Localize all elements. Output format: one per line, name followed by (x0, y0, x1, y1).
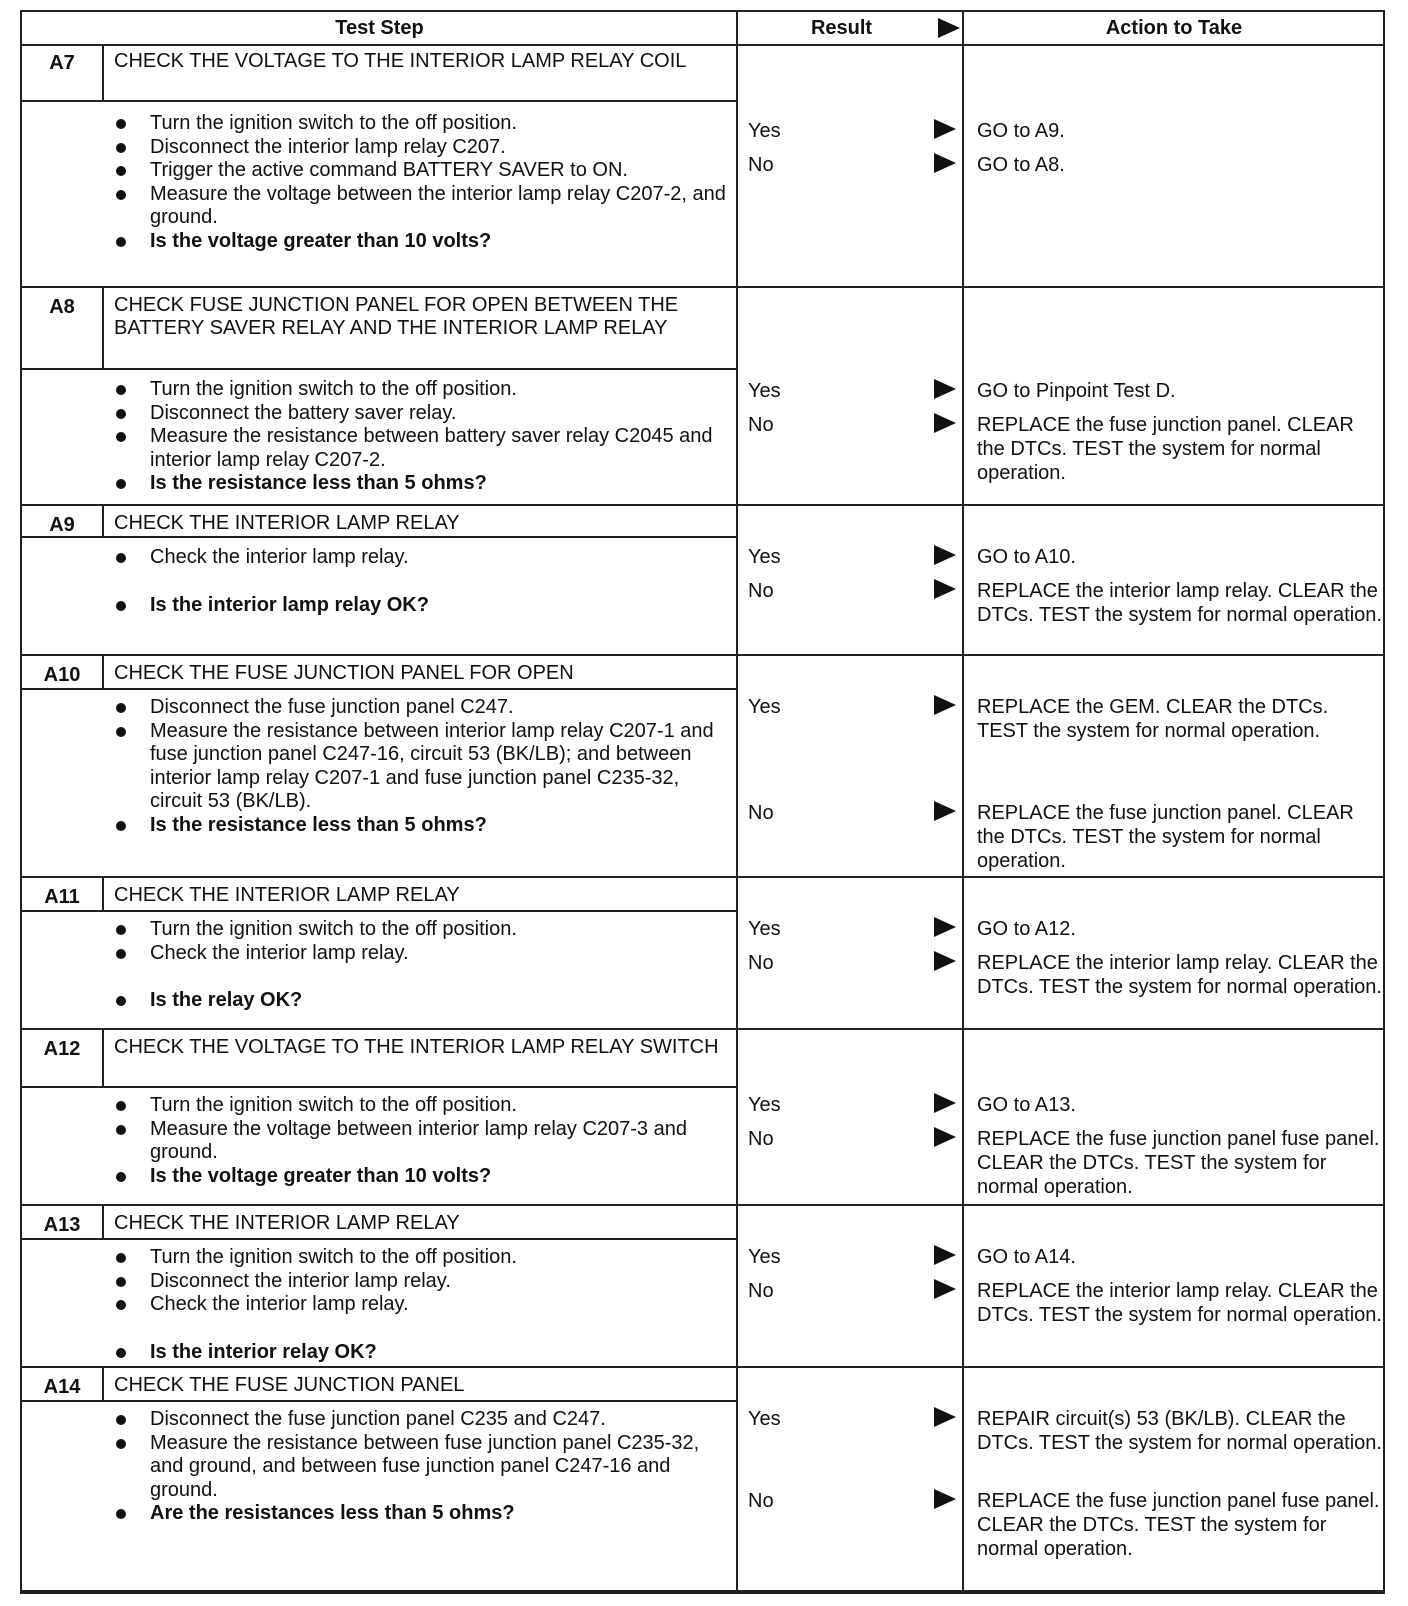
instruction-item: Measure the resistance between fuse junction panel C235-32, and ground, and between fuse junction panel C247-16 and ground. (112, 1432, 732, 1503)
action-to-take: REPLACE the interior lamp relay. CLEAR the DTCs. TEST the system for normal operation. (977, 952, 1382, 998)
step-title: CHECK THE VOLTAGE TO THE INTERIOR LAMP RELAY COIL (104, 44, 737, 102)
step-question: Is the voltage greater than 10 volts? (112, 1165, 732, 1189)
step-id: A10 (22, 656, 102, 690)
result-yes: Yes (748, 918, 781, 940)
step-question: Is the interior lamp relay OK? (112, 594, 732, 618)
test-step-block (22, 506, 1383, 656)
step-instructions (112, 546, 732, 617)
result-arrow-icon (934, 379, 956, 399)
instruction-item: Turn the ignition switch to the off position. (112, 1246, 732, 1270)
step-id: A14 (22, 1368, 102, 1402)
step-question: Is the voltage greater than 10 volts? (112, 230, 732, 254)
step-instructions (112, 696, 732, 837)
result-arrow-icon (934, 1127, 956, 1147)
instruction-item: Disconnect the fuse junction panel C235 and C247. (112, 1408, 732, 1432)
step-title: CHECK THE FUSE JUNCTION PANEL FOR OPEN (104, 656, 737, 690)
step-id: A13 (22, 1206, 102, 1240)
action-to-take: GO to A10. (977, 546, 1076, 568)
instruction-item: Measure the voltage between interior lamp relay C207-3 and ground. (112, 1118, 732, 1165)
action-to-take: REPLACE the interior lamp relay. CLEAR the DTCs. TEST the system for normal operation. (977, 580, 1382, 626)
result-no: No (748, 414, 774, 436)
step-instructions (112, 112, 732, 253)
step-instructions (112, 1246, 732, 1364)
table-header (22, 10, 1383, 46)
result-no: No (748, 1280, 774, 1302)
action-to-take: REPAIR circuit(s) 53 (BK/LB). CLEAR the DTCs. TEST the system for normal operation. (977, 1408, 1382, 1454)
test-step-block (22, 878, 1383, 1030)
step-question: Is the relay OK? (112, 989, 732, 1013)
action-to-take: GO to A8. (977, 154, 1065, 176)
header-action: Action to Take (1105, 17, 1243, 39)
result-yes: Yes (748, 1094, 781, 1116)
test-step-block (22, 1206, 1383, 1368)
step-instructions (112, 378, 732, 496)
instruction-item: Measure the resistance between battery saver relay C2045 and interior lamp relay C207-2. (112, 425, 732, 472)
result-no: No (748, 1128, 774, 1150)
result-arrow-icon (934, 951, 956, 971)
result-no: No (748, 802, 774, 824)
result-yes: Yes (748, 1408, 781, 1430)
step-instructions (112, 1408, 732, 1526)
test-step-block (22, 44, 1383, 288)
instruction-item: Disconnect the fuse junction panel C247. (112, 696, 732, 720)
step-question: Are the resistances less than 5 ohms? (112, 1502, 732, 1526)
result-arrow-icon (934, 1489, 956, 1509)
result-arrow-icon (934, 413, 956, 433)
instruction-item: Turn the ignition switch to the off position. (112, 112, 732, 136)
instruction-item: Measure the resistance between interior lamp relay C207-1 and fuse junction panel C247-16, circuit 53 (BK/LB); and between interior lamp relay C207-1 and fuse junction panel C235-32, circuit 53 (BK/LB). (112, 720, 732, 814)
step-title: CHECK THE FUSE JUNCTION PANEL (104, 1368, 737, 1402)
instruction-item: Disconnect the battery saver relay. (112, 402, 732, 426)
result-arrow-icon (934, 801, 956, 821)
action-to-take: REPLACE the fuse junction panel fuse panel. CLEAR the DTCs. TEST the system for normal operation. (977, 1490, 1380, 1560)
step-question: Is the interior relay OK? (112, 1341, 732, 1365)
step-id: A11 (22, 878, 102, 912)
instruction-item: Turn the ignition switch to the off position. (112, 378, 732, 402)
test-step-block (22, 288, 1383, 506)
action-to-take: REPLACE the interior lamp relay. CLEAR the DTCs. TEST the system for normal operation. (977, 1280, 1382, 1326)
result-yes: Yes (748, 120, 781, 142)
instruction-item: Check the interior lamp relay. (112, 1293, 732, 1317)
test-step-block (22, 656, 1383, 878)
instruction-item: Turn the ignition switch to the off position. (112, 1094, 732, 1118)
test-step-block (22, 1368, 1383, 1592)
step-title: CHECK THE INTERIOR LAMP RELAY (104, 878, 737, 912)
result-arrow-icon (934, 545, 956, 565)
result-arrow-icon (934, 917, 956, 937)
result-yes: Yes (748, 380, 781, 402)
result-arrow-icon (934, 1407, 956, 1427)
step-title: CHECK FUSE JUNCTION PANEL FOR OPEN BETWEEN THE BATTERY SAVER RELAY AND THE INTERIOR LAMP RELAY (104, 288, 737, 370)
result-arrow-icon (934, 119, 956, 139)
result-yes: Yes (748, 696, 781, 718)
result-arrow-icon (934, 1279, 956, 1299)
instruction-item: Disconnect the interior lamp relay. (112, 1270, 732, 1294)
header-arrow-icon (938, 18, 960, 38)
result-arrow-icon (934, 1245, 956, 1265)
action-to-take: REPLACE the fuse junction panel. CLEAR the DTCs. TEST the system for normal operation. (977, 802, 1354, 872)
step-question: Is the resistance less than 5 ohms? (112, 814, 732, 838)
action-to-take: REPLACE the fuse junction panel fuse panel. CLEAR the DTCs. TEST the system for normal operation. (977, 1128, 1380, 1198)
instruction-item: Disconnect the interior lamp relay C207. (112, 136, 732, 160)
result-yes: Yes (748, 1246, 781, 1268)
result-no: No (748, 154, 774, 176)
result-no: No (748, 580, 774, 602)
step-title: CHECK THE INTERIOR LAMP RELAY (104, 1206, 737, 1240)
step-instructions (112, 918, 732, 1013)
step-id: A12 (22, 1030, 102, 1088)
result-arrow-icon (934, 153, 956, 173)
result-no: No (748, 952, 774, 974)
action-to-take: GO to A13. (977, 1094, 1076, 1116)
step-question: Is the resistance less than 5 ohms? (112, 472, 732, 496)
result-arrow-icon (934, 695, 956, 715)
action-to-take: REPLACE the fuse junction panel. CLEAR the DTCs. TEST the system for normal operation. (977, 414, 1354, 484)
diagnostic-test-table (20, 10, 1385, 1594)
header-test-step: Test Step (335, 17, 424, 39)
instruction-item: Turn the ignition switch to the off position. (112, 918, 732, 942)
action-to-take: GO to A14. (977, 1246, 1076, 1268)
result-arrow-icon (934, 1093, 956, 1113)
result-no: No (748, 1490, 774, 1512)
result-arrow-icon (934, 579, 956, 599)
action-to-take: REPLACE the GEM. CLEAR the DTCs. TEST the system for normal operation. (977, 696, 1329, 742)
step-instructions (112, 1094, 732, 1188)
step-id: A9 (22, 506, 102, 538)
action-to-take: GO to A12. (977, 918, 1076, 940)
step-title: CHECK THE INTERIOR LAMP RELAY (104, 506, 737, 538)
header-result: Result (810, 17, 873, 39)
instruction-item: Check the interior lamp relay. (112, 942, 732, 966)
result-yes: Yes (748, 546, 781, 568)
instruction-item: Measure the voltage between the interior lamp relay C207-2, and ground. (112, 183, 732, 230)
step-title: CHECK THE VOLTAGE TO THE INTERIOR LAMP RELAY SWITCH (104, 1030, 737, 1088)
instruction-item: Check the interior lamp relay. (112, 546, 732, 570)
action-to-take: GO to Pinpoint Test D. (977, 380, 1176, 402)
step-id: A7 (22, 44, 102, 102)
test-step-block (22, 1030, 1383, 1206)
instruction-item: Trigger the active command BATTERY SAVER to ON. (112, 159, 732, 183)
action-to-take: GO to A9. (977, 120, 1065, 142)
step-id: A8 (22, 288, 102, 370)
